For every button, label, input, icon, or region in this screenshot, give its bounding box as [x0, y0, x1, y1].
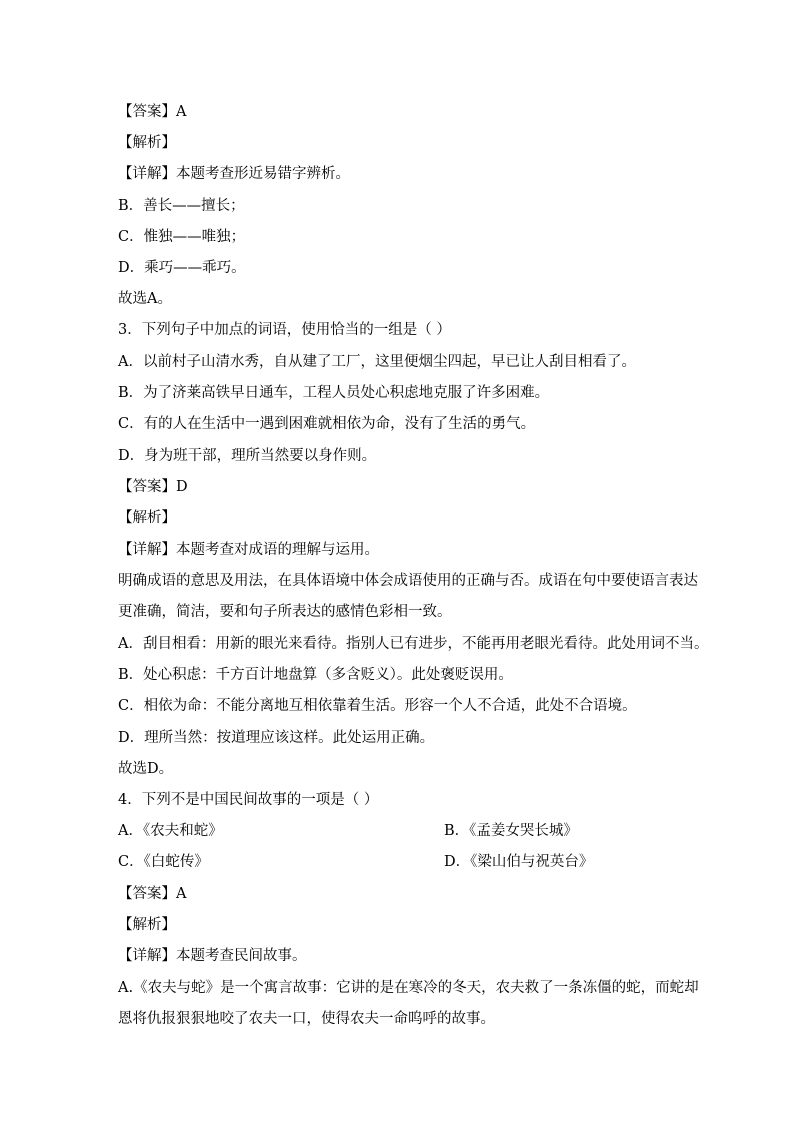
choose-text-1: 故选A。 — [118, 291, 172, 307]
q4-option-a: A．《农夫和蛇》 — [118, 823, 223, 839]
explanation-a: A．刮目相看：用新的眼光来看待。指别人已有进步，不能再用老眼光看待。此处用词不当。 — [118, 636, 709, 652]
detail-text-2: 【详解】本题考查对成语的理解与运用。 — [118, 542, 379, 558]
explanation-b: B．处心积虑：千方百计地盘算（多含贬义）。此处褒贬误用。 — [118, 667, 513, 683]
detail-text-1: 【详解】本题考查形近易错字辨析。 — [118, 166, 350, 182]
q3-option-a: A．以前村子山清水秀，自从建了工厂，这里便烟尘四起，早已让人刮目相看了。 — [118, 354, 636, 370]
choose-text-2: 故选D。 — [118, 761, 174, 777]
detail-text-3: 【详解】本题考查民间故事。 — [118, 948, 307, 964]
fable-explanation-1: A.《农夫与蛇》是一个寓言故事：它讲的是在寒冷的冬天，农夫救了一条冻僵的蛇，而蛇却 — [118, 980, 699, 996]
analysis-label-1: 【解析】 — [118, 135, 176, 151]
explanation-d: D．理所当然：按道理应该这样。此处运用正确。 — [118, 730, 435, 746]
fable-explanation-2: 恩将仇报狠狠地咬了农夫一口，使得农夫一命呜呼的故事。 — [118, 1011, 495, 1027]
q4-option-d: D．《梁山伯与祝英台》 — [444, 854, 594, 870]
answer-label-1: 【答案】A — [118, 104, 187, 120]
answer-label-3: 【答案】A — [118, 886, 187, 902]
q3-option-c: C．有的人在生活中一遇到困难就相依为命，没有了生活的勇气。 — [118, 416, 536, 432]
analysis-line-d: D．乘巧——乖巧。 — [118, 260, 246, 276]
question-4: 4．下列不是中国民间故事的一项是（ ） — [118, 792, 379, 808]
q3-option-b: B．为了济莱高铁早日通车，工程人员处心积虑地克服了许多困难。 — [118, 385, 550, 401]
q3-option-d: D．身为班干部，理所当然要以身作则。 — [118, 448, 377, 464]
q4-option-b: B．《孟姜女哭长城》 — [444, 823, 578, 839]
q4-option-c: C．《白蛇传》 — [118, 854, 209, 870]
analysis-line-b: B．善长——擅长； — [118, 198, 245, 214]
analysis-label-2: 【解析】 — [118, 510, 176, 526]
explanation-c: C．相依为命：不能分离地互相依靠着生活。形容一个人不合适，此处不合语境。 — [118, 698, 637, 714]
analysis-label-3: 【解析】 — [118, 917, 176, 933]
question-3: 3．下列句子中加点的词语，使用恰当的一组是（ ） — [118, 322, 451, 338]
analysis-line-c: C．惟独——唯独； — [118, 229, 246, 245]
answer-label-2: 【答案】D — [118, 479, 188, 495]
explanation-line-2: 更准确，简洁，要和句子所表达的感情色彩相一致。 — [118, 604, 452, 620]
explanation-line-1: 明确成语的意思及用法，在具体语境中体会成语使用的正确与否。成语在句中要使语言表达 — [118, 573, 698, 589]
